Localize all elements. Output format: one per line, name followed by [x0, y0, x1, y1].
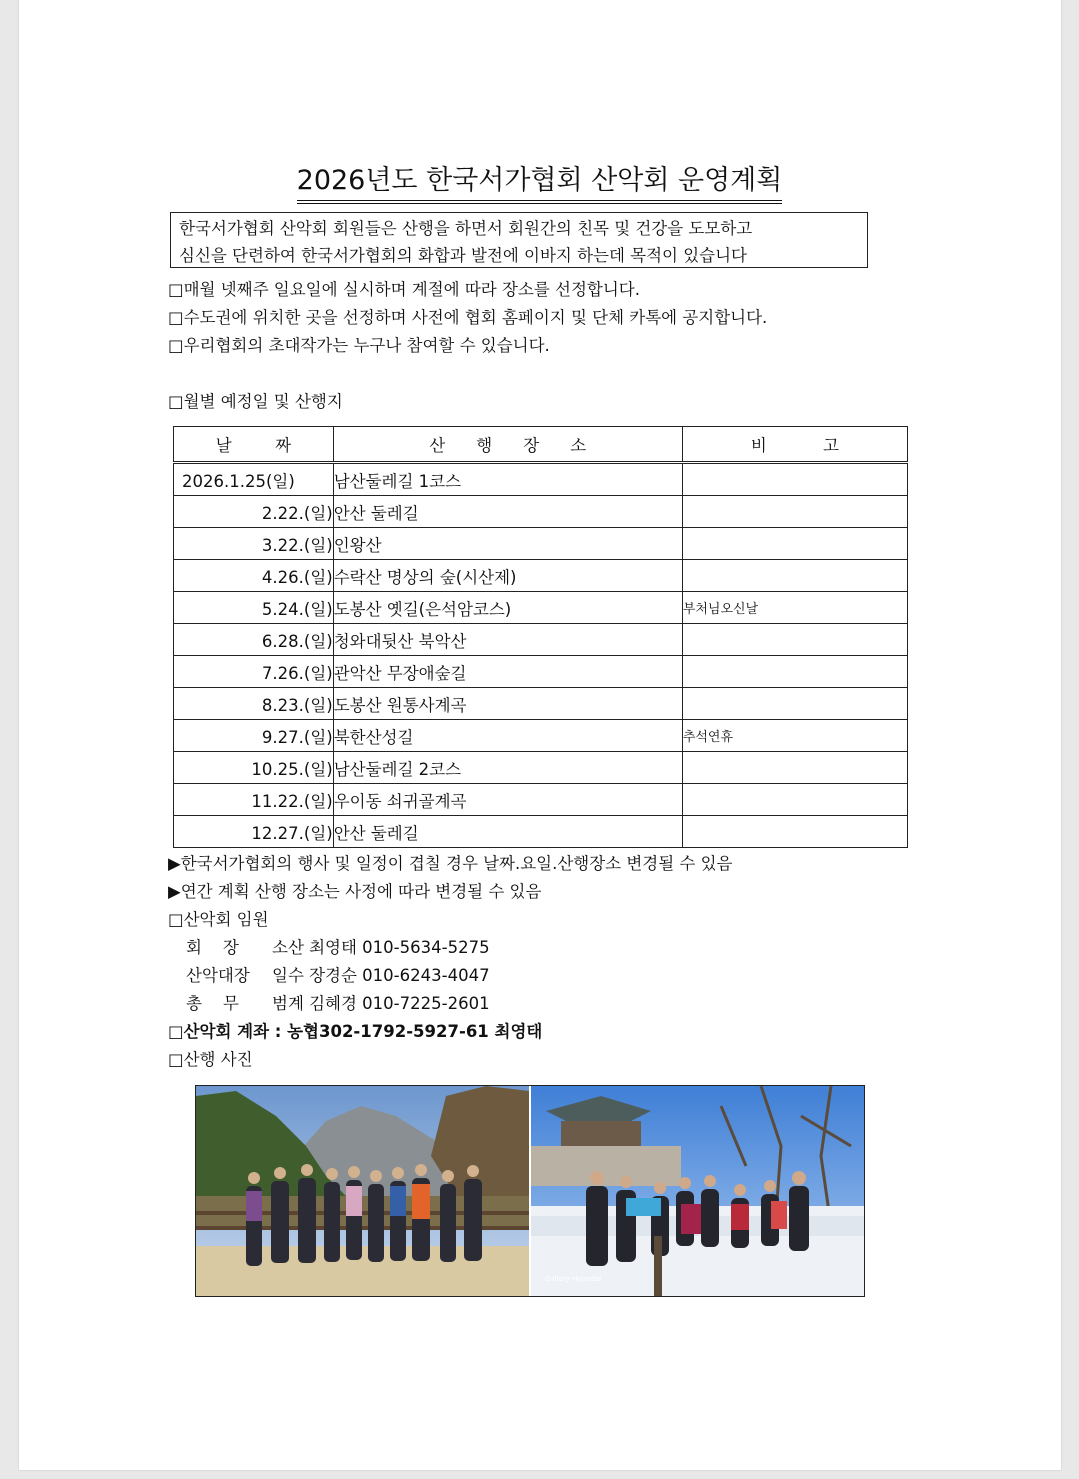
- table-row: [174, 720, 908, 752]
- table-row: [174, 656, 908, 688]
- officer-role: 총 무: [186, 994, 239, 1013]
- document-title: 2026년도 한국서가협회 산악회 운영계획: [0, 164, 1079, 204]
- photo-winter-group: [531, 1086, 864, 1296]
- row-date: 9.27.(일): [174, 720, 334, 752]
- note-schedule: □매월 넷째주 일요일에 실시하며 계절에 따라 장소를 선정합니다.: [168, 280, 640, 299]
- header-place: 산 행 장 소: [333, 427, 682, 463]
- officer-secretary: [186, 992, 490, 1016]
- header-note: 비 고: [682, 427, 907, 463]
- row-place: 도봉산 옛길(은석암코스): [333, 592, 682, 624]
- purpose-box: [170, 212, 868, 268]
- officer-captain: [186, 964, 490, 988]
- photos-heading: □산행 사진: [168, 1050, 253, 1069]
- row-note: [682, 656, 907, 688]
- officer-info: 범계 김혜경 010-7225-2601: [272, 994, 490, 1013]
- row-place: 안산 둘레길: [333, 816, 682, 848]
- note-location: □수도권에 위치한 곳을 선정하며 사전에 협회 홈페이지 및 단체 카톡에 공지합니다.: [168, 308, 768, 327]
- remark-place-change: ▶연간 계획 산행 장소는 사정에 따라 변경될 수 있음: [168, 882, 542, 901]
- table-row: [174, 496, 908, 528]
- schedule-table: [173, 426, 908, 848]
- row-place: 남산둘레길 2코스: [333, 752, 682, 784]
- row-place: 청와대뒷산 북악산: [333, 624, 682, 656]
- purpose-line-1: 한국서가협회 산악회 회원들은 산행을 하면서 회원간의 친목 및 건강을 도모하고: [179, 219, 753, 238]
- officer-role: 회 장: [186, 938, 239, 957]
- row-date: 4.26.(일): [174, 560, 334, 592]
- row-note: [682, 816, 907, 848]
- table-row: [174, 816, 908, 848]
- row-date: 6.28.(일): [174, 624, 334, 656]
- purpose-line-2: 심신을 단련하여 한국서가협회의 화합과 발전에 이바지 하는데 목적이 있습니다: [179, 246, 747, 265]
- bank-account: □산악회 계좌 : 농협302-1792-5927-61 최영태: [168, 1022, 543, 1041]
- row-date: 2.22.(일): [174, 496, 334, 528]
- officer-info: 일수 장경순 010-6243-4047: [272, 966, 490, 985]
- header-date: 날 짜: [174, 427, 334, 463]
- officer-info: 소산 최영태 010-5634-5275: [272, 938, 490, 957]
- row-place: 수락산 명상의 숲(시산제): [333, 560, 682, 592]
- table-row: [174, 784, 908, 816]
- row-date: 7.26.(일): [174, 656, 334, 688]
- officer-role: 산악대장: [186, 966, 250, 985]
- row-note: [682, 463, 907, 496]
- table-header-row: [174, 427, 908, 463]
- row-note: 부처님오신날: [682, 592, 907, 624]
- table-row: [174, 528, 908, 560]
- table-row: [174, 752, 908, 784]
- row-place: 도봉산 원통사계곡: [333, 688, 682, 720]
- row-note: [682, 784, 907, 816]
- table-row: [174, 463, 908, 496]
- row-date: 8.23.(일): [174, 688, 334, 720]
- photo-autumn-group: [196, 1086, 531, 1296]
- row-date: 12.27.(일): [174, 816, 334, 848]
- table-row: [174, 592, 908, 624]
- table-row: [174, 624, 908, 656]
- row-note: [682, 688, 907, 720]
- officer-president: [186, 936, 490, 960]
- note-eligibility: □우리협회의 초대작가는 누구나 참여할 수 있습니다.: [168, 336, 550, 355]
- row-place: 안산 둘레길: [333, 496, 682, 528]
- row-note: [682, 624, 907, 656]
- row-note: [682, 528, 907, 560]
- row-place: 북한산성길: [333, 720, 682, 752]
- schedule-heading: □월별 예정일 및 산행지: [168, 392, 343, 411]
- row-note: 추석연휴: [682, 720, 907, 752]
- row-date: 5.24.(일): [174, 592, 334, 624]
- table-row: [174, 688, 908, 720]
- row-date: 2026.1.25(일): [174, 463, 334, 496]
- row-date: 11.22.(일): [174, 784, 334, 816]
- row-date: 3.22.(일): [174, 528, 334, 560]
- officers-heading: □산악회 임원: [168, 910, 269, 929]
- remark-schedule-change: ▶한국서가협회의 행사 및 일정이 겹칠 경우 날짜.요일.산행장소 변경될 수 있음: [168, 854, 733, 873]
- table-row: [174, 560, 908, 592]
- row-note: [682, 496, 907, 528]
- row-note: [682, 752, 907, 784]
- row-note: [682, 560, 907, 592]
- photo-watermark: Gallery Hyundai: [545, 1275, 602, 1283]
- hiking-photos: [195, 1085, 865, 1297]
- row-date: 10.25.(일): [174, 752, 334, 784]
- row-place: 우이동 쇠귀골계곡: [333, 784, 682, 816]
- row-place: 남산둘레길 1코스: [333, 463, 682, 496]
- row-place: 인왕산: [333, 528, 682, 560]
- row-place: 관악산 무장애숲길: [333, 656, 682, 688]
